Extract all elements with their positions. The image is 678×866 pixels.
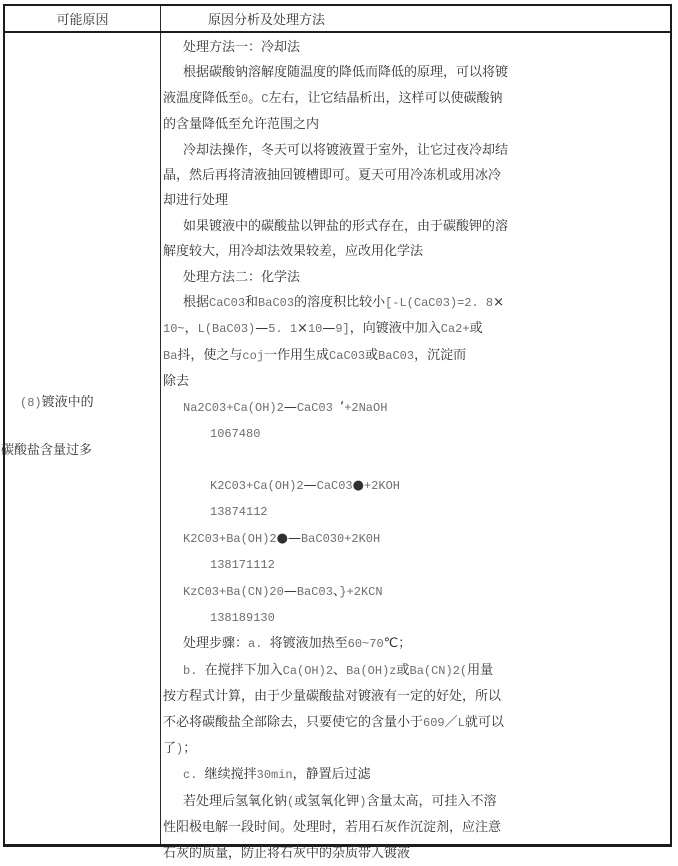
analysis-text-line: 若处理后氢氧化钠(或氢氧化钾)含量太高，可挂入不溶 <box>183 793 497 809</box>
analysis-text-line: K2C03+Ca(OH)2—CaC03●+2KOH <box>210 477 400 493</box>
cause-text-line: (8)镀液中的 <box>20 395 94 410</box>
analysis-text-line: 如果镀液中的碳酸盐以钾盐的形式存在，由于碳酸钾的溶 <box>183 218 509 234</box>
analysis-text-line: 冷却法操作，冬天可以将镀液置于室外，让它过夜冷却结 <box>183 142 509 158</box>
analysis-text-line: 10~，L(BaC03)—5. 1×10—9]，向镀液中加入Ca2+或 <box>163 321 483 337</box>
analysis-text-line: 根据CaC03和BaC03的溶度积比较小[-L(CaC03)=2. 8× <box>183 295 505 311</box>
analysis-text-line: 晶，然后再将清液抽回镀槽即可。夏天可用冷冻机或用冰冷 <box>163 168 502 184</box>
analysis-text-line: 处理方法二：化学法 <box>183 269 301 285</box>
analysis-text-line: 性阳极电解一段时间。处理时，若用石灰作沉淀剂，应注意 <box>163 820 502 836</box>
analysis-text-line: 处理方法一：冷却法 <box>183 40 301 55</box>
analysis-text-line: 138171112 <box>210 558 275 573</box>
analysis-text-line: 138189130 <box>210 610 275 625</box>
analysis-text-line: K2C03+Ba(OH)2●—BaC030+2K0H <box>183 530 381 546</box>
analysis-text-line: 石灰的质量，防止将石灰中的杂质带人镀液 <box>163 845 411 861</box>
analysis-cell <box>161 33 670 861</box>
analysis-text-line: Na2C03+Ca(OH)2—CaC03 ‘+2NaOH <box>183 399 388 415</box>
analysis-text-line: 液温度降低至0。C左右，让它结晶析出，这样可以使碳酸钠 <box>163 90 503 106</box>
table-body-row <box>1 33 670 861</box>
cause-text-line: 碳酸盐含量过多 <box>1 443 93 458</box>
analysis-text-line: 按方程式计算，由于少量碳酸盐对镀液有一定的好处，所以 <box>163 689 502 705</box>
analysis-text-line: 的含量降低至允许范围之内 <box>163 117 320 133</box>
analysis-text-line: 1067480 <box>210 427 261 442</box>
analysis-text-line: 13874112 <box>210 505 268 520</box>
analysis-text-line: 处理步骤：a. 将镀液加热至60~70℃； <box>183 636 412 652</box>
analysis-text-line: 除去 <box>163 374 190 390</box>
analysis-text-line: Ba抖，使之与coj一作用生成CaC03或BaC03，沉淀而 <box>163 347 467 363</box>
header-possible-cause: 可能原因 <box>5 6 161 31</box>
analysis-text-line: 解度较大，用冷却法效果较差，应改用化学法 <box>163 244 424 260</box>
analysis-text-line: 根据碳酸钠溶解度随温度的降低而降低的原理，可以将镀 <box>183 65 509 81</box>
analysis-text-line: 却进行处理 <box>163 193 229 209</box>
analysis-text-line: b. 在搅拌下加入Ca(OH)2、Ba(OH)z或Ba(CN)2(用量 <box>183 662 494 678</box>
analysis-text-line: 了)； <box>163 740 197 756</box>
analysis-text-line: KzC03+Ba(CN)20—BaC03、}+2KCN <box>183 583 383 599</box>
troubleshooting-table <box>1 4 672 861</box>
analysis-text-line: 不必将碳酸盐全部除去，只要使它的含量小于609／L就可以 <box>163 714 504 730</box>
table-header-row <box>5 6 670 33</box>
analysis-text-line <box>162 448 670 473</box>
header-analysis-treatment: 原因分析及处理方法 <box>208 13 326 28</box>
analysis-text-line: c. 继续搅拌30min，静置后过滤 <box>183 767 371 783</box>
cause-cell <box>1 33 161 844</box>
